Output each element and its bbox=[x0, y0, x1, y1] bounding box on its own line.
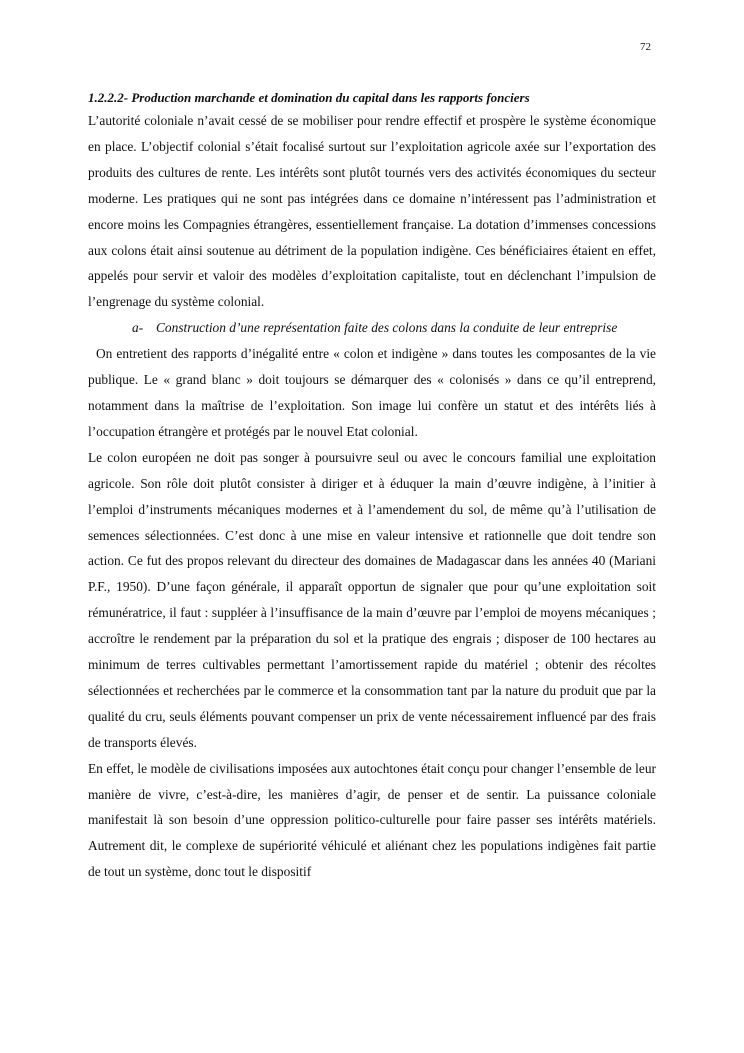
subheading-text: Construction d’une représentation faite des colons dans la conduite de leur entreprise bbox=[156, 320, 618, 336]
paragraph-inequality: On entretient des rapports d’inégalité entre « colon et indigène » dans toutes les composantes de la vie publique. Le « grand blanc » doit toujours se démarquer des « colonisés » dans ce qu’il entreprend, notamment dans la maîtrise de l’exploitation. Son image lui confère un statut et des intérêts liés à l’occupation étrangère et protégés par le nouvel Etat colonial. bbox=[88, 346, 656, 439]
paragraph-european-colon: Le colon européen ne doit pas songer à poursuivre seul ou avec le concours familial une exploitation agricole. Son rôle doit plutôt consister à diriger et à éduquer la main d’œuvre indigène, à l’initier à l’emploi d’instruments mécaniques modernes et à l’amendement du sol, de même qu’à l’utilisation de semences sélectionnées. C’est donc à une mise en valeur intensive et rationnelle que doit tendre son action. Ce fut des propos relevant du directeur des domaines de Madagascar dans les années 40 (Mariani P.F., 1950). D’une façon générale, il apparaît opportun de signaler que pour qu’une exploitation soit rémunératrice, il faut : suppléer à l’insuffisance de la main d’œuvre par l’emploi de moyens mécaniques ; accroître le rendement par la préparation du sol et la pratique des engrais ; disposer de 100 hectares au minimum de terres cultivables permettant l’amortissement rapide du matériel ; obtenir des récoltes sélectionnées et recherchées par le commerce et la consommation tant par la nature du produit que par la qualité du cru, seuls éléments pouvant compenser un prix de vente nécessairement influencé par des frais de transports élevés. bbox=[88, 449, 656, 750]
subheading-a bbox=[88, 315, 656, 341]
paragraph-civilisation-model: En effet, le modèle de civilisations imposées aux autochtones était conçu pour changer l’ensemble de leur manière de vivre, c’est-à-dire, les manières d’agir, de penser et de sentir. La puissance coloniale manifestait là son besoin d’une oppression politico-culturelle pour faire passer ses intérêts matériels. Autrement dit, le complexe de supériorité véhiculé et aliénant chez les populations indigènes fait partie de tout un système, donc tout le dispositif bbox=[88, 760, 656, 880]
subheading-marker: a- bbox=[132, 320, 144, 336]
section-heading: 1.2.2.2- Production marchande et domination du capital dans les rapports fonciers bbox=[88, 90, 530, 105]
page-body bbox=[88, 88, 656, 885]
page-number: 72 bbox=[640, 41, 651, 53]
paragraph-colonial-authority: L’autorité coloniale n’avait cessé de se mobiliser pour rendre effectif et prospère le système économique en place. L’objectif colonial s’était focalisé surtout sur l’exploitation agricole axée sur l’exportation des produits des cultures de rente. Les intérêts sont plutôt tournés vers des activités économiques du secteur moderne. Les pratiques qui ne sont pas intégrées dans ce domaine n’intéressent pas l’administration et encore moins les Compagnies étrangères, essentiellement française. La dotation d’immenses concessions aux colons était ainsi soutenue au détriment de la population indigène. Ces bénéficiaires étaient en effet, appelés pour servir et valoir des modèles d’exploitation capitaliste, tout en déclenchant l’impulsion de l’engrenage du système colonial. bbox=[88, 113, 656, 310]
